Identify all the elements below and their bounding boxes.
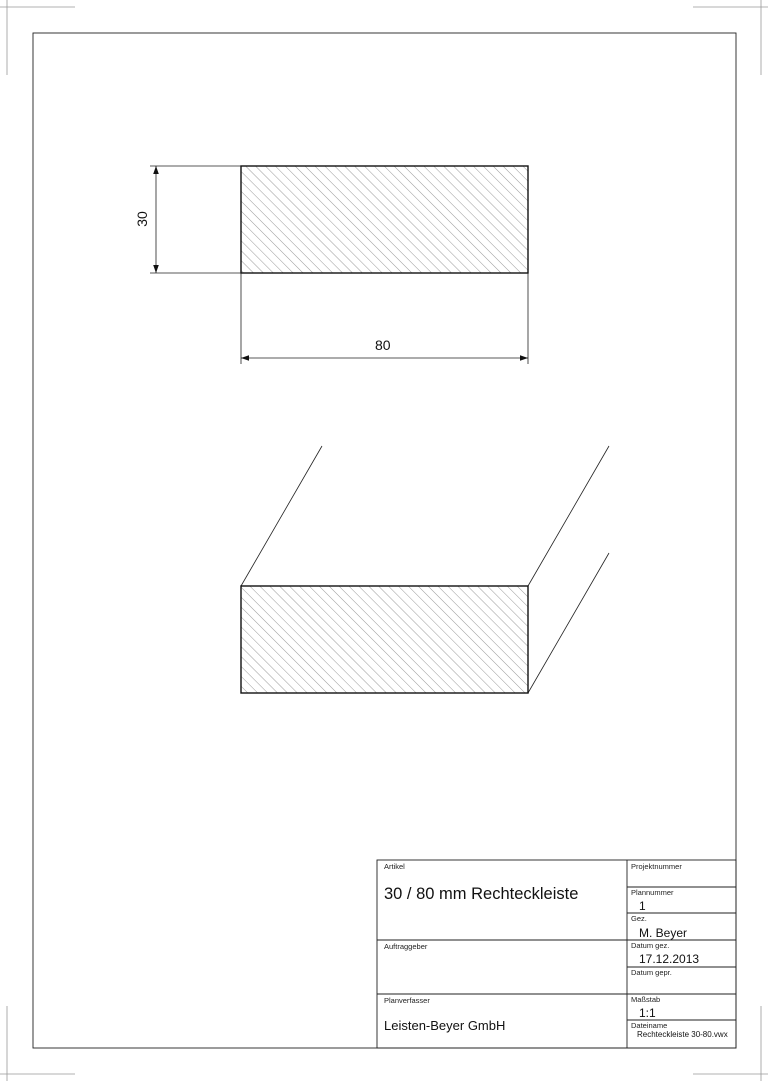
height-dimension [150,166,241,273]
perspective-face-rectangle [241,586,528,693]
plannummer-label: Plannummer [631,888,674,897]
datum-gepr-label: Datum gepr. [631,968,672,977]
dateiname-value: Rechteckleiste 30-80.vwx [637,1030,728,1039]
datum-gez-value: 17.12.2013 [639,952,700,966]
datum-gez-label: Datum gez. [631,941,670,950]
planverfasser-value: Leisten-Beyer GmbH [384,1018,506,1033]
section-view-rectangle [241,166,528,273]
planverfasser-label: Planverfasser [384,996,430,1005]
projektnummer-label: Projektnummer [631,862,682,871]
perspective-view [241,446,609,693]
artikel-label: Artikel [384,862,405,871]
gez-label: Gez. [631,914,647,923]
artikel-value: 30 / 80 mm Rechteckleiste [384,885,579,903]
massstab-label: Maßstab [631,995,661,1004]
dateiname-label: Dateiname [631,1021,668,1030]
massstab-value: 1:1 [639,1006,656,1020]
width-dimension-label: 80 [375,337,391,353]
plannummer-value: 1 [639,899,646,913]
height-dimension-label: 30 [133,211,150,227]
gez-value: M. Beyer [639,926,688,940]
auftraggeber-label: Auftraggeber [384,942,428,951]
